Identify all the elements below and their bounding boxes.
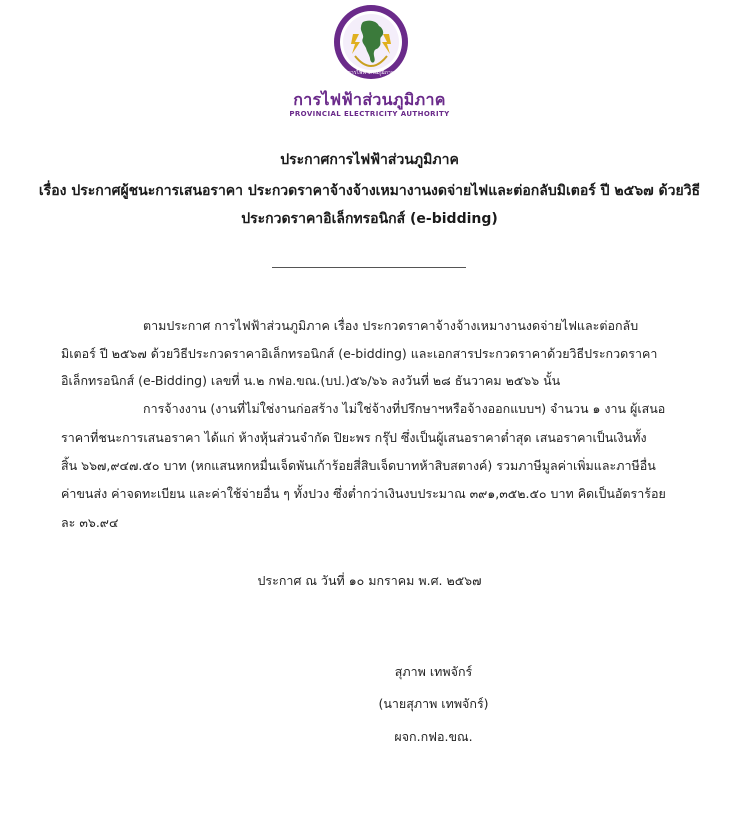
body-line-2: มิเตอร์ ปี ๒๕๖๗ ด้วยวิธีประกวดราคาอิเล็กทรอนิกส์ (e-bidding) และเอกสารประกวดราคาด้วยวิธีประกวดราคา (61, 346, 658, 361)
pea-logo (333, 4, 409, 80)
signature-name: สุภาพ เทพจักร์ (394, 664, 473, 679)
body-line-1: ตามประกาศ การไฟฟ้าส่วนภูมิภาค เรื่อง ประกวดราคาจ้างจ้างเหมางานงดจ่ายไฟและต่อกลับ (143, 318, 639, 333)
body-line-7: ค่าขนส่ง ค่าจดทะเบียน และค่าใช้จ่ายอื่น ๆ ทั้งปวง ซึ่งต่ำกว่าเงินงบประมาณ ๓๙๑,๓๕๒.๕๐ บาท คิดเป็นอัตราร้อย (61, 486, 666, 501)
signature-position: ผจก.กฟอ.ขณ. (394, 729, 473, 744)
signature-full-name: (นายสุภาพ เทพจักร์) (378, 696, 489, 711)
announcement-subject-line-1: เรื่อง ประกาศผู้ชนะการเสนอราคา ประกวดราคาจ้างจ้างเหมางานงดจ่ายไฟและต่อกลับมิเตอร์ ปี ๒๕๖๗ ด้วยวิธี (38, 183, 701, 199)
body-line-3: อิเล็กทรอนิกส์ (e-Bidding) เลขที่ น.๒ กฟอ.ขณ.(บป.)๕๖/๖๖ ลงวันที่ ๒๘ ธันวาคม ๒๕๖๖ นั้น (61, 373, 561, 388)
body-line-8: ละ ๓๖.๙๔ (61, 515, 119, 530)
pea-emblem-icon (333, 4, 409, 80)
logo-ring-text: การไฟฟ้าส่วนภูมิภาค (347, 70, 395, 76)
announcement-title: ประกาศการไฟฟ้าส่วนภูมิภาค (280, 152, 459, 168)
org-name-english: PROVINCIAL ELECTRICITY AUTHORITY (289, 110, 450, 118)
announcement-subject-line-2: ประกวดราคาอิเล็กทรอนิกส์ (e-bidding) (241, 211, 498, 227)
body-line-5: ราคาที่ชนะการเสนอราคา ได้แก่ ห้างหุ้นส่วนจำกัด ปิยะพร กรุ๊ป ซึ่งเป็นผู้เสนอราคาต่ำสุด เสนอราคาเป็นเงินทั้ง (61, 430, 647, 445)
body-line-6: สิ้น ๖๖๗,๙๔๗.๕๐ บาท (หกแสนหกหมื่นเจ็ดพันเก้าร้อยสี่สิบเจ็ดบาทห้าสิบสตางค์) รวมภาษีมูลค่าเพิ่มและภาษีอื่น (61, 458, 656, 473)
org-name-thai: การไฟฟ้าส่วนภูมิภาค (293, 90, 446, 109)
announcement-date: ประกาศ ณ วันที่ ๑๐ มกราคม พ.ศ. ๒๕๖๗ (257, 573, 482, 588)
body-line-4: การจ้างงาน (งานที่ไม่ใช่งานก่อสร้าง ไม่ใช่จ้างที่ปรึกษาฯหรือจ้างออกแบบฯ) จำนวน ๑ งาน ผู้เสนอ (143, 401, 666, 416)
title-divider (272, 267, 466, 268)
